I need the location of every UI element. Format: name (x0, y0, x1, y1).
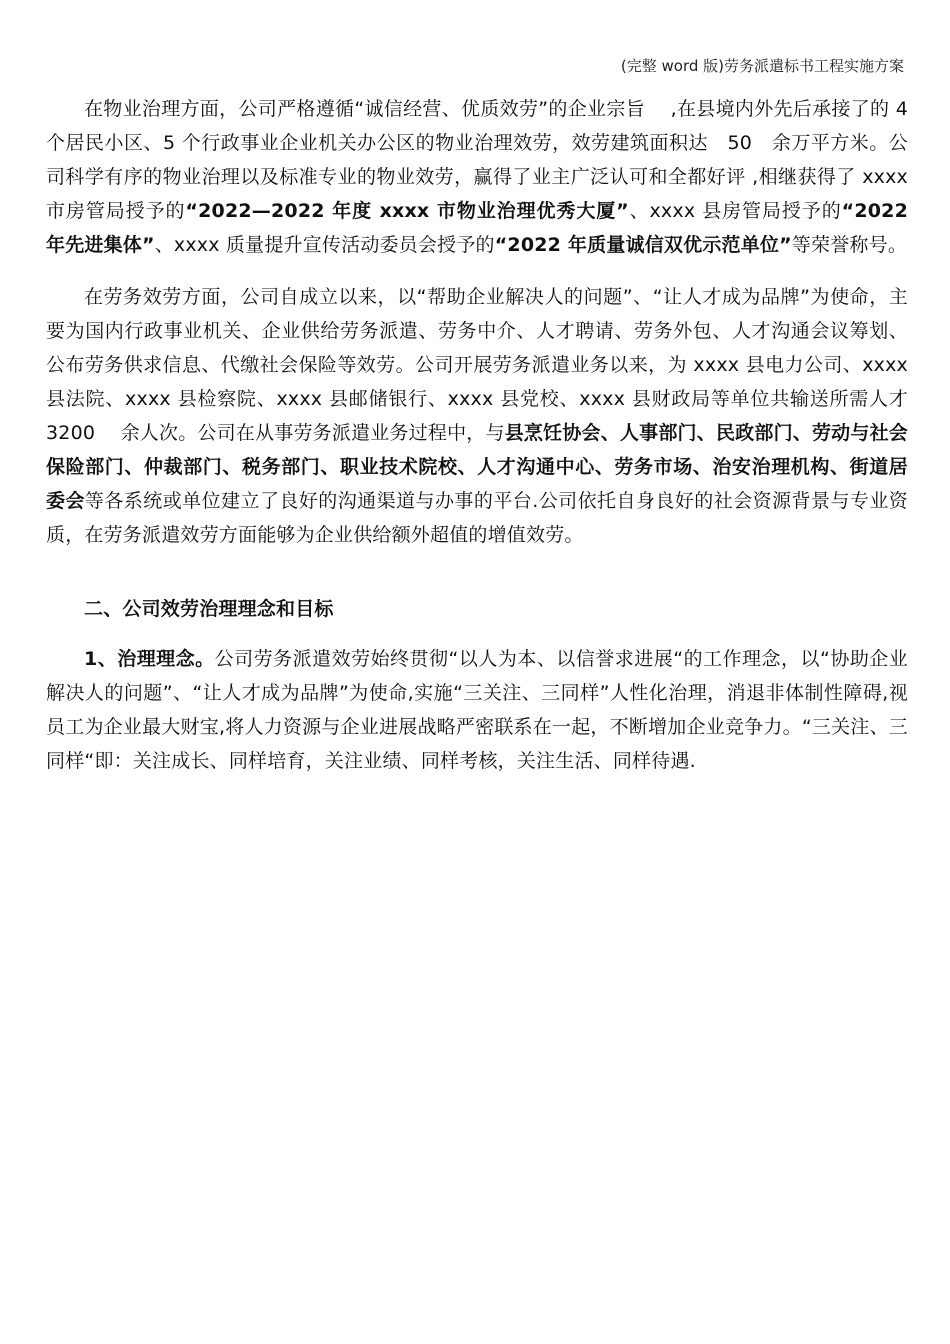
paragraph-management-philosophy (46, 642, 908, 778)
bold-honor-title: “2022 年质量诚信双优示范单位” (494, 234, 792, 256)
paragraph-text: 等各系统或单位建立了良好的沟通渠道与办事的平台.公司依托自身良好的社会资源背景与专业资质，在劳务派遣效劳方面能够为企业供给额外超值的增值效劳。 (46, 490, 908, 546)
section-heading: 二、公司效劳治理理念和目标 (84, 598, 334, 620)
paragraph-text: 在物业治理方面，公司严格遵循“诚信经营、优质效劳”的企业宗旨 ,在县境内外先后承接了的 4 个居民小区、5 个行政事业企业机关办公区的物业治理效劳，效劳建筑面积达 50 余万平方米。公司科学有序的物业治理以及标准专业的物业效劳，赢得了业主广泛认可和全都好评 ,相继获得了 xxxx 市房管局授予的 (46, 98, 908, 222)
bold-honor-title: “2022 年先进集体” (46, 200, 909, 256)
paragraph-text: 、xxxx 质量提升宣传活动委员会授予的 (154, 234, 495, 256)
paragraph-property-management (46, 92, 908, 262)
bold-honor-title: “2022—2022 年度 xxxx 市物业治理优秀大厦” (185, 200, 629, 222)
bold-partner-list: 县烹饪协会、人事部门、民政部门、劳动与社会保险部门、仲裁部门、税务部门、职业技术院校、人才沟通中心、劳务市场、治安治理机构、街道居委会 (46, 422, 908, 512)
item-label: 1、治理理念。 (84, 648, 215, 670)
page-header: (完整 word 版)劳务派遣标书工程实施方案 (620, 57, 904, 75)
paragraph-text: 、xxxx 县房管局授予的 (628, 200, 842, 222)
document-body (46, 92, 928, 778)
paragraph-text: 公司劳务派遣效劳始终贯彻“以人为本、以信誉求进展“的工作理念，以“协助企业解决人的问题”、“让人才成为品牌”为使命,实施“三关注、三同样”人性化治理，消退非体制性障碍,视员工为企业最大财宝,将人力资源与企业进展战略严密联系在一起，不断增加企业竞争力。“三关注、三同样“即：关注成长、同样培育，关注业绩、同样考核，关注生活、同样待遇. (46, 648, 909, 772)
paragraph-text: 在劳务效劳方面，公司自成立以来，以“帮助企业解决人的问题”、“让人才成为品牌”为使命，主要为国内行政事业机关、企业供给劳务派遣、劳务中介、人才聘请、劳务外包、人才沟通会议筹划、公布劳务供求信息、代缴社会保险等效劳。公司开展劳务派遣业务以来，为 xxxx 县电力公司、xxxx 县法院、xxxx 县检察院、xxxx 县邮储银行、xxxx 县党校、xxxx 县财政局等单位共输送所需人才 3200 余人次。公司在从事劳务派遣业务过程中，与 (46, 286, 928, 444)
paragraph-text: 等荣誉称号。 (791, 234, 908, 256)
paragraph-labor-services (46, 280, 928, 552)
